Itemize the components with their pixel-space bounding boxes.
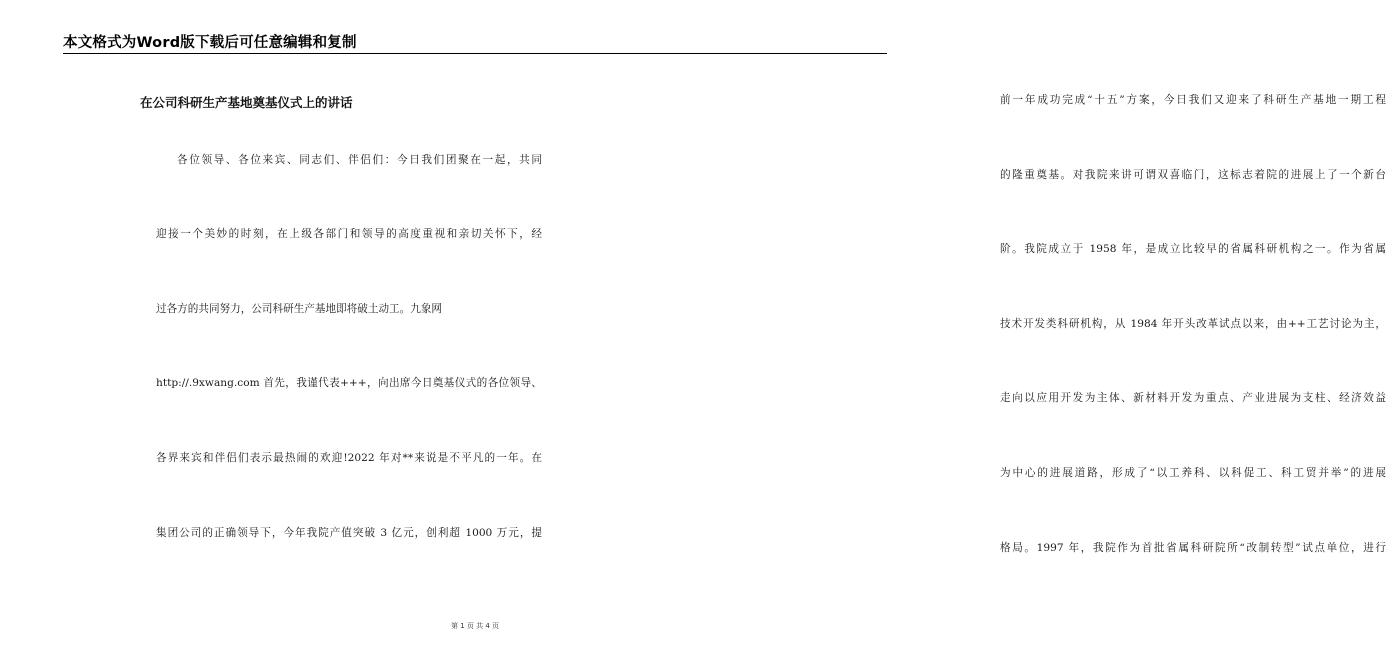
paragraph-line: 格局。1997 年，我院作为首批省属科研院所“改制转型”试点单位，进行 — [1000, 542, 1386, 554]
page-header — [63, 33, 887, 54]
paragraph-line: 集团公司的正确领导下，今年我院产值突破 3 亿元，创利超 1000 万元，提 — [156, 527, 542, 539]
paragraph-line: 各界来宾和伴侣们表示最热闹的欢迎!2022 年对**来说是不平凡的一年。在 — [156, 452, 542, 464]
paragraph-line: 为中心的进展道路，形成了“以工养科、以科促工、科工贸并举”的进展 — [1000, 467, 1386, 479]
paragraph-line: 阶。我院成立于 1958 年，是成立比较早的省属科研机构之一。作为省属 — [1000, 243, 1386, 255]
document-title: 在公司科研生产基地奠基仪式上的讲话 — [140, 95, 353, 110]
paragraph-line: 的隆重奠基。对我院来讲可谓双喜临门，这标志着院的进展上了一个新台 — [1000, 169, 1386, 181]
paragraph-line: 走向以应用开发为主体、新材料开发为重点、产业进展为支柱、经济效益 — [1000, 392, 1386, 404]
paragraph-line: 过各方的共同努力，公司科研生产基地即将破土动工。九象网 — [156, 303, 443, 315]
paragraph-line: 迎接一个美妙的时刻，在上级各部门和领导的高度重视和亲切关怀下，经 — [156, 228, 542, 240]
paragraph-line: http://.9xwang.com 首先，我谨代表+++，向出席今日奠基仪式的各位领导、 — [156, 377, 542, 389]
paragraph-line: 技术开发类科研机构，从 1984 年开头改革试点以来，由++工艺讨论为主， — [1000, 318, 1386, 330]
header-banner: 本文格式为Word版下载后可任意编辑和复制 — [63, 35, 357, 51]
paragraph-line: 前一年成功完成“十五”方案，今日我们又迎来了科研生产基地一期工程 — [1000, 94, 1386, 106]
paragraph-line: 各位领导、各位来宾、同志们、伴侣们：今日我们团聚在一起，共同 — [177, 154, 542, 166]
page-number: 第 1 页 共 4 页 — [450, 622, 500, 630]
